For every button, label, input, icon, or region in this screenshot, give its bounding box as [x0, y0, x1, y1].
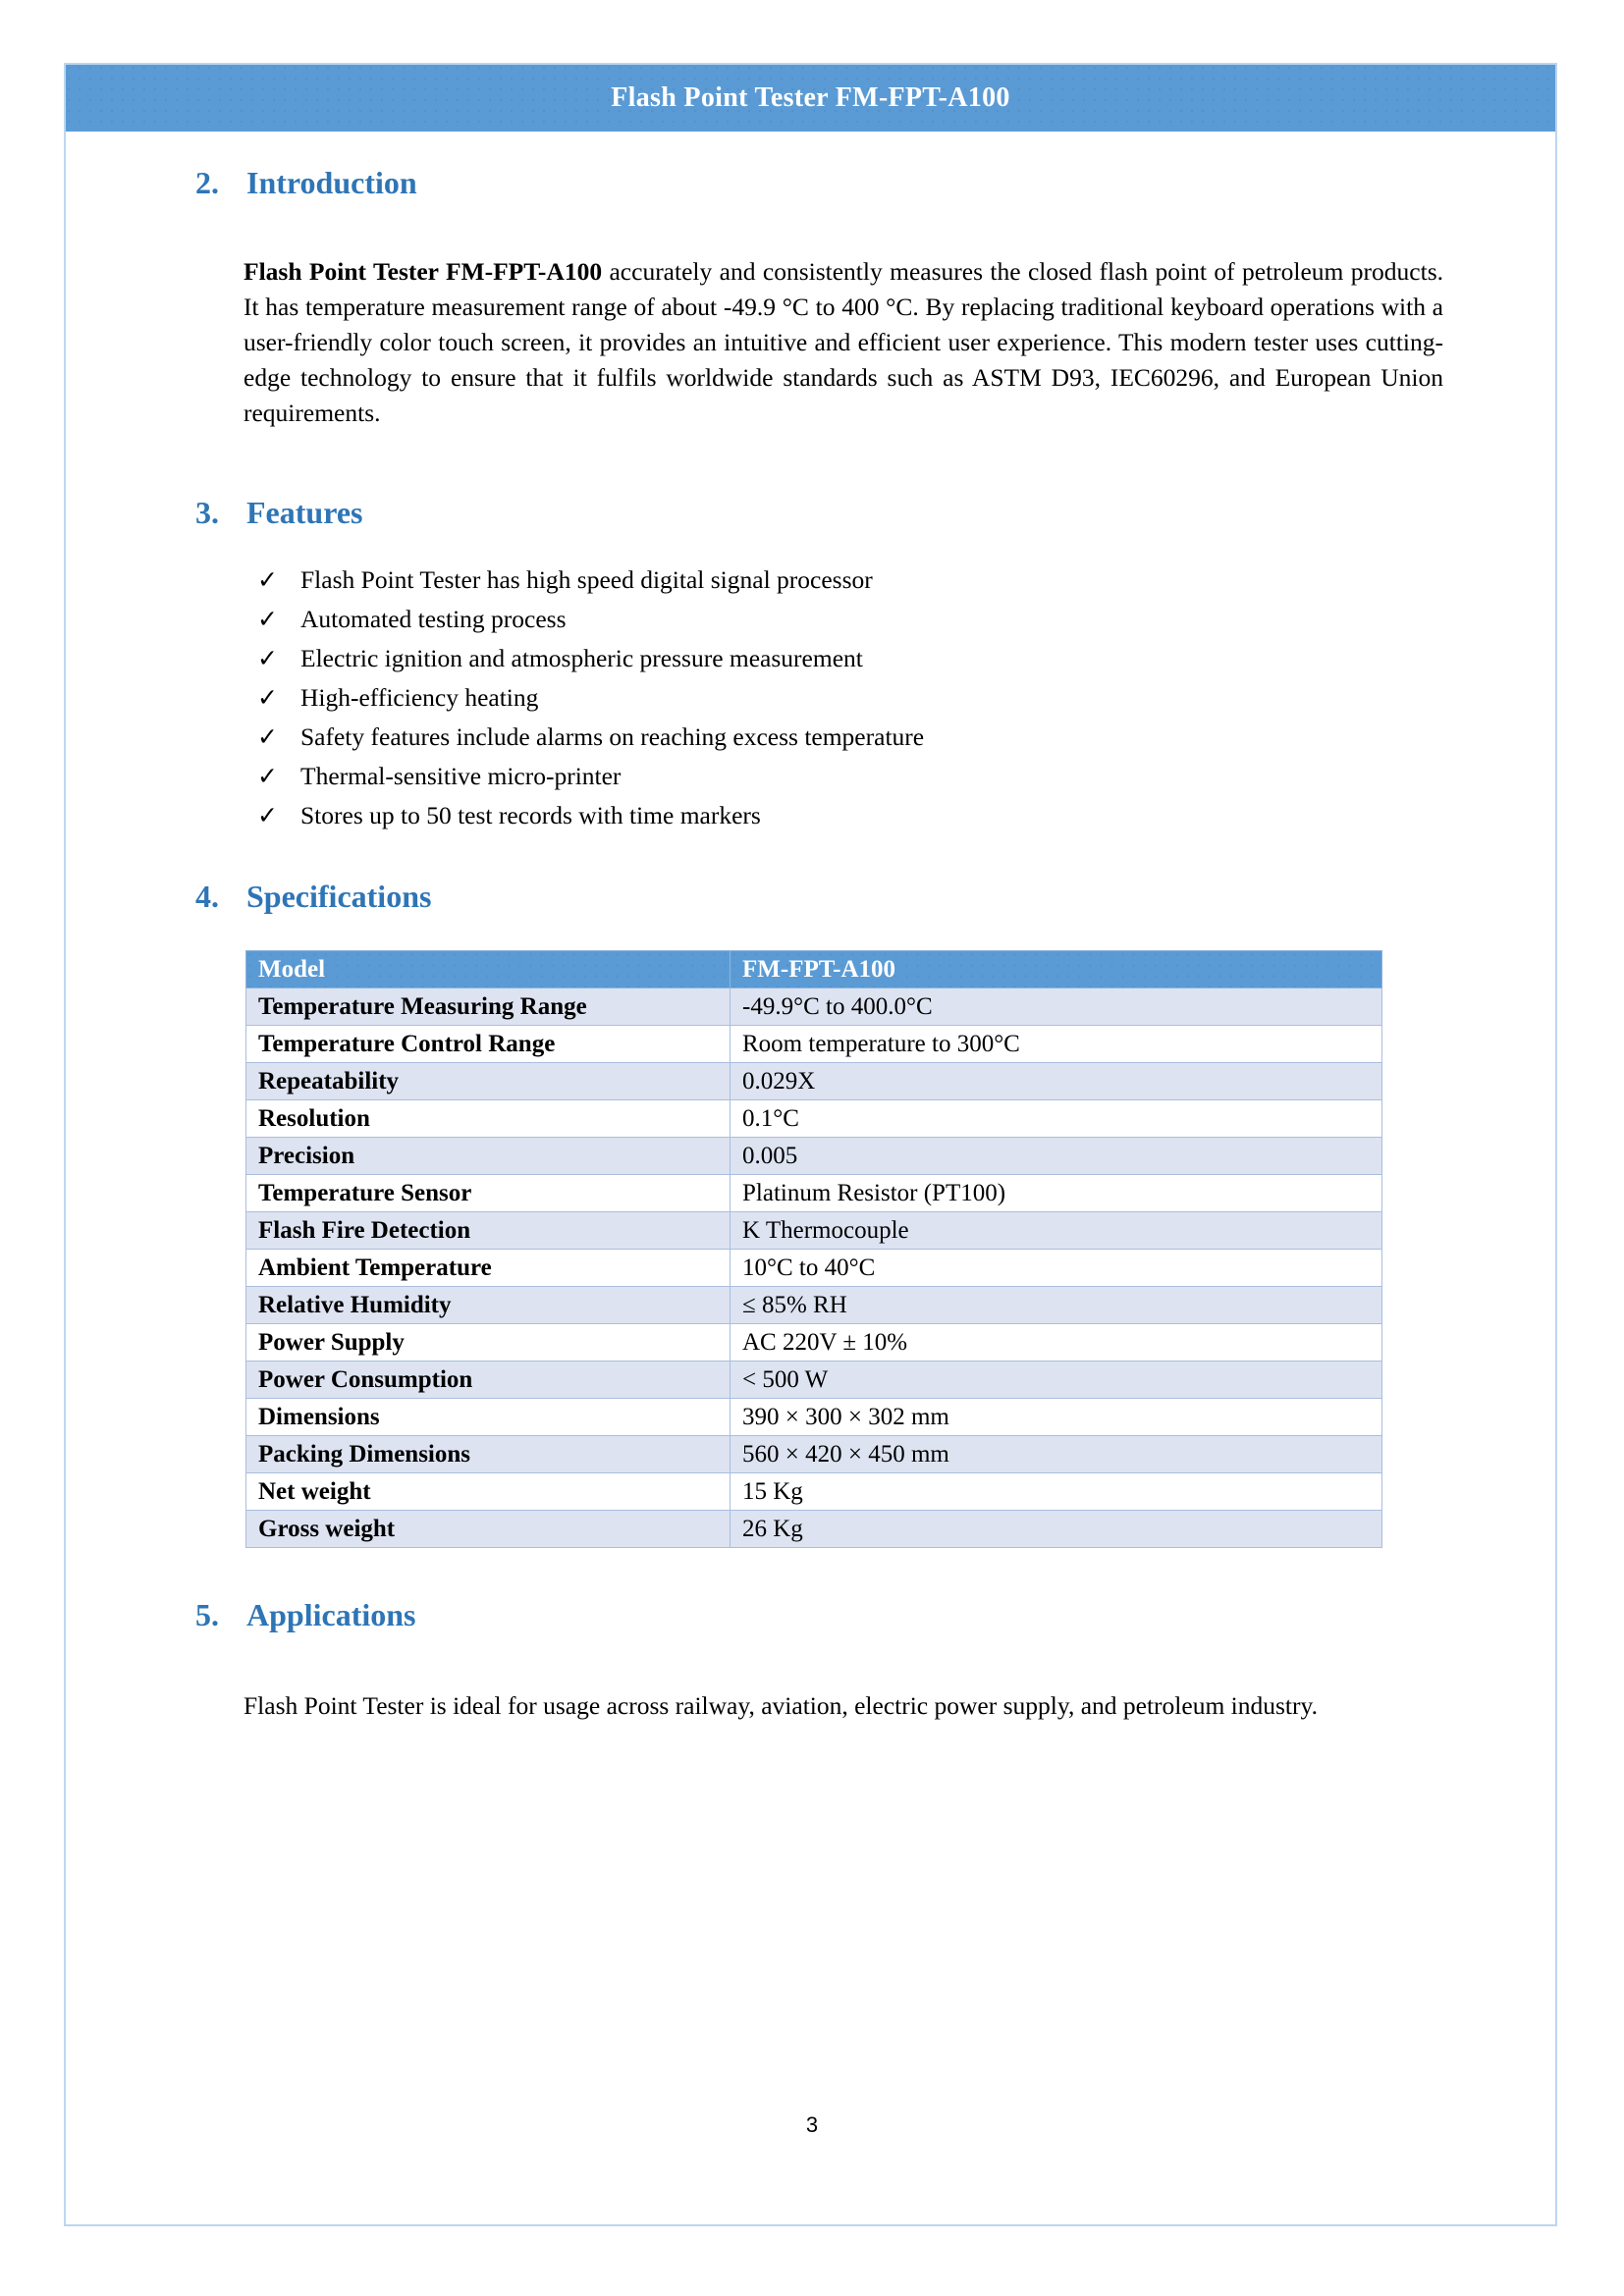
table-row: [246, 1287, 1382, 1324]
table-row: [246, 1511, 1382, 1548]
list-item: [257, 796, 1435, 835]
table-cell-label: Temperature Measuring Range: [246, 988, 731, 1026]
table-cell-value: Room temperature to 300°C: [731, 1026, 1382, 1063]
applications-paragraph: Flash Point Tester is ideal for usage across railway, aviation, electric power supply, and petroleum industry.: [244, 1690, 1318, 1720]
section-number-features: 3.: [195, 495, 219, 530]
section-title-features: Features: [246, 495, 363, 530]
table-cell-value: 26 Kg: [731, 1511, 1382, 1548]
list-item: [257, 600, 1435, 639]
table-row: [246, 1250, 1382, 1287]
table-row: [246, 1436, 1382, 1473]
table-row: [246, 1473, 1382, 1511]
table-cell-value: 15 Kg: [731, 1473, 1382, 1511]
list-item: [257, 678, 1435, 718]
list-item: [257, 639, 1435, 678]
spacer: [0, 132, 1624, 165]
section-number-applications: 5.: [195, 1597, 219, 1632]
table-cell-label: Gross weight: [246, 1511, 731, 1548]
table-cell-value: ≤ 85% RH: [731, 1287, 1382, 1324]
table-row: [246, 1026, 1382, 1063]
table-header-row: [246, 951, 1382, 988]
table-cell-value: 560 × 420 × 450 mm: [731, 1436, 1382, 1473]
table-row: [246, 1175, 1382, 1212]
feature-text: High-efficiency heating: [300, 683, 539, 712]
feature-text: Safety features include alarms on reaching excess temperature: [300, 722, 925, 751]
table-cell-label: Relative Humidity: [246, 1287, 731, 1324]
table-row: [246, 988, 1382, 1026]
table-cell-value: Platinum Resistor (PT100): [731, 1175, 1382, 1212]
section-title-applications: Applications: [246, 1597, 416, 1632]
check-icon: ✓: [257, 644, 278, 672]
section-heading-applications: [0, 1597, 1624, 1633]
table-cell-value: < 500 W: [731, 1362, 1382, 1399]
table-cell-label: Packing Dimensions: [246, 1436, 731, 1473]
feature-text: Thermal-sensitive micro-printer: [300, 762, 622, 790]
table-row: [246, 1362, 1382, 1399]
specifications-table: [245, 950, 1382, 1548]
check-icon: ✓: [257, 683, 278, 712]
introduction-body: accurately and consistently measures the closed flash point of petroleum products. It has temperature measurement range of about -49.9 °C to 400 °C. By replacing traditional keyboard operations with a user-friendly color touch screen, it provides an intuitive and efficient user experience. This modern tester uses cutting-edge technology to ensure that it fulfils worldwide standards such as ASTM D93, IEC60296, and European Union requirements.: [244, 256, 1443, 427]
page-number: 3: [805, 2112, 819, 2137]
table-head: [246, 951, 1382, 988]
table-cell-value: 0.005: [731, 1138, 1382, 1175]
feature-text: Automated testing process: [300, 605, 567, 633]
table-header-model: Model: [246, 951, 731, 988]
section-title-specifications: Specifications: [246, 879, 432, 914]
table-cell-label: Precision: [246, 1138, 731, 1175]
feature-text: Flash Point Tester has high speed digital signal processor: [300, 565, 873, 594]
table-cell-value: 390 × 300 × 302 mm: [731, 1399, 1382, 1436]
table-cell-label: Power Supply: [246, 1324, 731, 1362]
table-cell-label: Repeatability: [246, 1063, 731, 1100]
document-title: Flash Point Tester FM-FPT-A100: [611, 82, 1010, 113]
table-cell-label: Ambient Temperature: [246, 1250, 731, 1287]
feature-text: Stores up to 50 test records with time markers: [300, 801, 761, 829]
table-cell-label: Resolution: [246, 1100, 731, 1138]
features-list: [257, 561, 1435, 835]
section-number-specifications: 4.: [195, 879, 219, 914]
list-item: [257, 718, 1435, 757]
table-cell-value: AC 220V ± 10%: [731, 1324, 1382, 1362]
section-title-introduction: Introduction: [246, 165, 417, 200]
section-number-introduction: 2.: [195, 165, 219, 200]
table-row: [246, 1324, 1382, 1362]
table-cell-value: K Thermocouple: [731, 1212, 1382, 1250]
list-item: [257, 757, 1435, 796]
introduction-lead: Flash Point Tester FM-FPT-A100: [244, 256, 603, 286]
section-heading-features: [0, 495, 1624, 531]
table-cell-value: 10°C to 40°C: [731, 1250, 1382, 1287]
table-cell-label: Power Consumption: [246, 1362, 731, 1399]
check-icon: ✓: [257, 801, 278, 829]
table-cell-value: 0.1°C: [731, 1100, 1382, 1138]
check-icon: ✓: [257, 605, 278, 633]
table-cell-label: Net weight: [246, 1473, 731, 1511]
introduction-paragraph: [244, 254, 1443, 431]
check-icon: ✓: [257, 762, 278, 790]
section-heading-specifications: [0, 879, 1624, 915]
table-row: [246, 1212, 1382, 1250]
table-row: [246, 1399, 1382, 1436]
feature-text: Electric ignition and atmospheric pressure measurement: [300, 644, 863, 672]
table-row: [246, 1100, 1382, 1138]
table-cell-label: Dimensions: [246, 1399, 731, 1436]
section-heading-introduction: [0, 165, 1624, 201]
list-item: [257, 561, 1435, 600]
table-cell-value: -49.9°C to 400.0°C: [731, 988, 1382, 1026]
table-body: [246, 988, 1382, 1548]
table-cell-label: Temperature Sensor: [246, 1175, 731, 1212]
table-header-value: FM-FPT-A100: [731, 951, 1382, 988]
table-cell-value: 0.029X: [731, 1063, 1382, 1100]
table-cell-label: Temperature Control Range: [246, 1026, 731, 1063]
check-icon: ✓: [257, 722, 278, 751]
document-content: [0, 132, 1624, 1748]
check-icon: ✓: [257, 565, 278, 594]
table-row: [246, 1138, 1382, 1175]
document-header-banner: [66, 65, 1555, 132]
table-row: [246, 1063, 1382, 1100]
table-cell-label: Flash Fire Detection: [246, 1212, 731, 1250]
